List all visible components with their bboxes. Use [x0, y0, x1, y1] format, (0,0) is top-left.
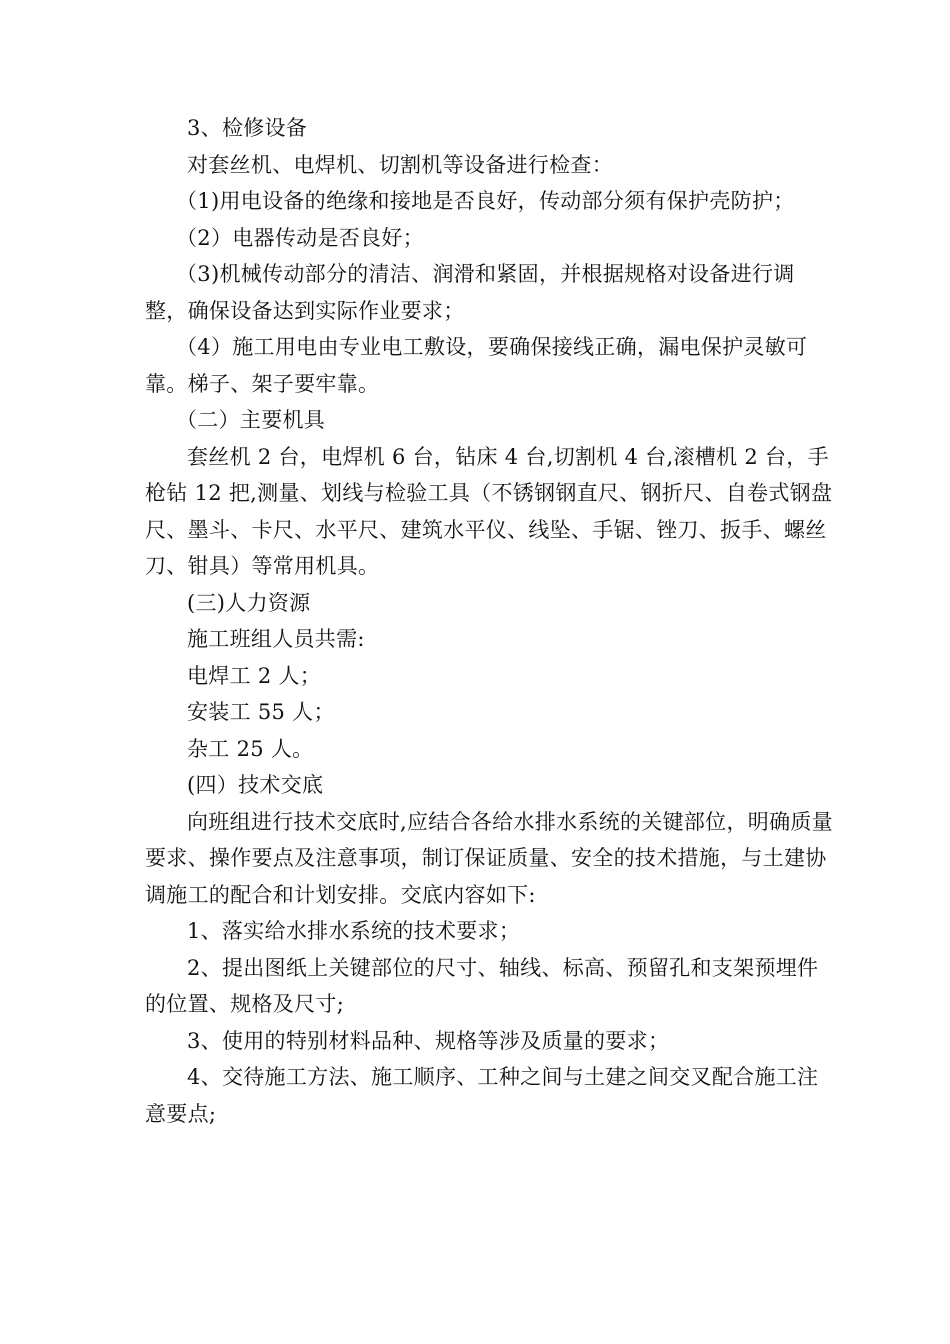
- list-item-installers: 安装工 55 人；: [187, 700, 335, 724]
- list-item-briefing-2: 2、提出图纸上关键部位的尺寸、轴线、标高、预留孔和支架预埋件的位置、规格及尺寸;: [145, 955, 819, 1016]
- list-item-briefing-4: 4、交待施工方法、施工顺序、工种之间与土建之间交叉配合施工注意要点;: [145, 1065, 819, 1126]
- list-item-construction-power: （4）施工用电由专业电工敷设，要确保接线正确，漏电保护灵敏可靠。梯子、架子要牢靠。: [145, 335, 808, 396]
- list-item-electrical-drive: （2）电器传动是否良好；: [176, 225, 424, 250]
- heading-main-tools: （二）主要机具: [176, 408, 326, 432]
- paragraph-briefing-intro: 向班组进行技术交底时,应结合各给水排水系统的关键部位，明确质量要求、操作要点及注意事项，制订保证质量、安全的技术措施，与土建协调施工的配合和计划安排。交底内容如下:: [145, 809, 833, 907]
- paragraph-inspection-intro: 对套丝机、电焊机、切割机等设备进行检查：: [187, 152, 613, 177]
- list-item-insulation: （1)用电设备的绝缘和接地是否良好，传动部分须有保护壳防护；: [176, 189, 795, 213]
- list-item-laborers: 杂工 25 人。: [187, 736, 314, 761]
- list-item-briefing-1: 1、落实给水排水系统的技术要求；: [187, 919, 521, 943]
- list-item-welders: 电焊工 2 人；: [187, 663, 322, 688]
- list-item-mechanical-drive: （3)机械传动部分的清洁、润滑和紧固，并根据规格对设备进行调整，确保设备达到实际作业要求；: [145, 262, 795, 323]
- heading-inspect-equipment: 3、检修设备: [187, 116, 308, 140]
- list-item-briefing-3: 3、使用的特别材料品种、规格等涉及质量的要求；: [187, 1028, 670, 1053]
- paragraph-tools-list: 套丝机 2 台，电焊机 6 台，钻床 4 台,切割机 4 台,滚槽机 2 台，手枪钻 12 把,测量、划线与检验工具（不锈钢钢直尺、钢折尺、自卷式钢盘尺、墨斗、卡尺、水平尺、建筑水平仪、线坠、手锯、锉刀、扳手、螺丝刀、钳具）等常用机具。: [145, 444, 833, 578]
- document-body: [145, 110, 835, 1132]
- heading-technical-briefing: (四）技术交底: [187, 773, 324, 797]
- heading-human-resources: (三)人力资源: [187, 590, 311, 615]
- paragraph-staff-needed: 施工班组人员共需:: [187, 627, 365, 651]
